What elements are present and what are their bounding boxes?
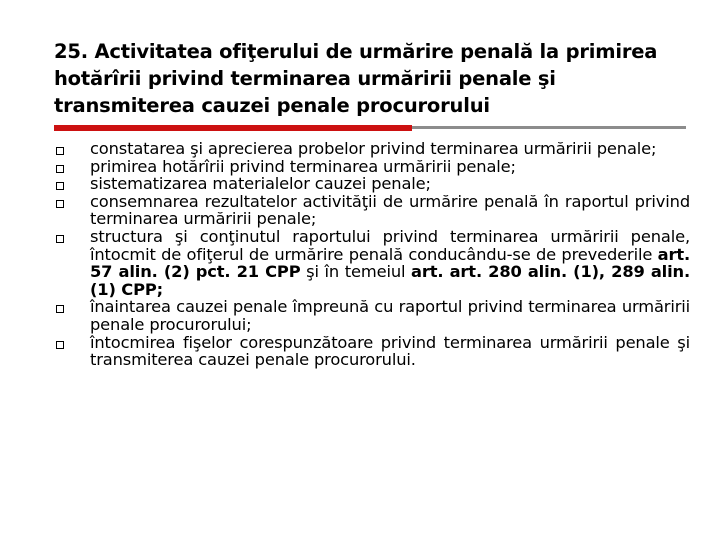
square-bullet-icon	[56, 147, 64, 155]
square-bullet-icon	[56, 182, 64, 190]
square-bullet-icon	[56, 165, 64, 173]
list-item-text: constatarea şi aprecierea probelor privind terminarea urmăririi penale;	[90, 139, 657, 158]
square-bullet-icon	[56, 200, 64, 208]
bullet-list	[56, 140, 690, 369]
list-item-text-part: structura şi conţinutul raportului privind terminarea urmăririi penale, întocmit de ofiţerul de urmărire penală conducându-se de prevederile	[90, 226, 690, 264]
list-item-text	[90, 228, 690, 298]
list-item	[56, 140, 690, 158]
list-item	[56, 193, 690, 228]
square-bullet-icon	[56, 235, 64, 243]
legal-reference-bold: art. art. 280 alin. (1), 289 alin. (1) CPP;	[90, 262, 691, 299]
list-item-text: sistematizarea materialelor cauzei penale;	[90, 174, 431, 194]
slide-title: 25. Activitatea ofiţerului de urmărire penală la primirea hotărîrii privind terminarea urmăririi penale şi transmiterea cauzei penale procurorului	[54, 40, 658, 117]
title-underline-red	[54, 125, 412, 131]
list-item-text: întocmirea fişelor corespunzătoare privind terminarea urmăririi penale şi transmiterea cauzei penale procurorului.	[90, 332, 690, 370]
title-underline-gray	[412, 126, 686, 129]
square-bullet-icon	[56, 341, 64, 349]
legal-reference-bold: art. 57 alin. (2) pct. 21 CPP	[90, 244, 690, 282]
list-item	[56, 298, 690, 333]
list-item-text: înaintarea cauzei penale împreună cu raportul privind terminarea urmăririi penale procurorului;	[90, 297, 690, 334]
list-item	[56, 334, 690, 369]
list-item	[56, 158, 690, 176]
square-bullet-icon	[56, 305, 64, 313]
list-item-text: consemnarea rezultatelor activităţii de urmărire penală în raportul privind terminarea urmăririi penale;	[90, 191, 690, 229]
list-item	[56, 228, 690, 298]
list-item-text: primirea hotărîrii privind terminarea urmăririi penale;	[90, 156, 516, 176]
list-item-text-part: şi în temeiul	[300, 262, 412, 282]
list-item	[56, 175, 690, 193]
